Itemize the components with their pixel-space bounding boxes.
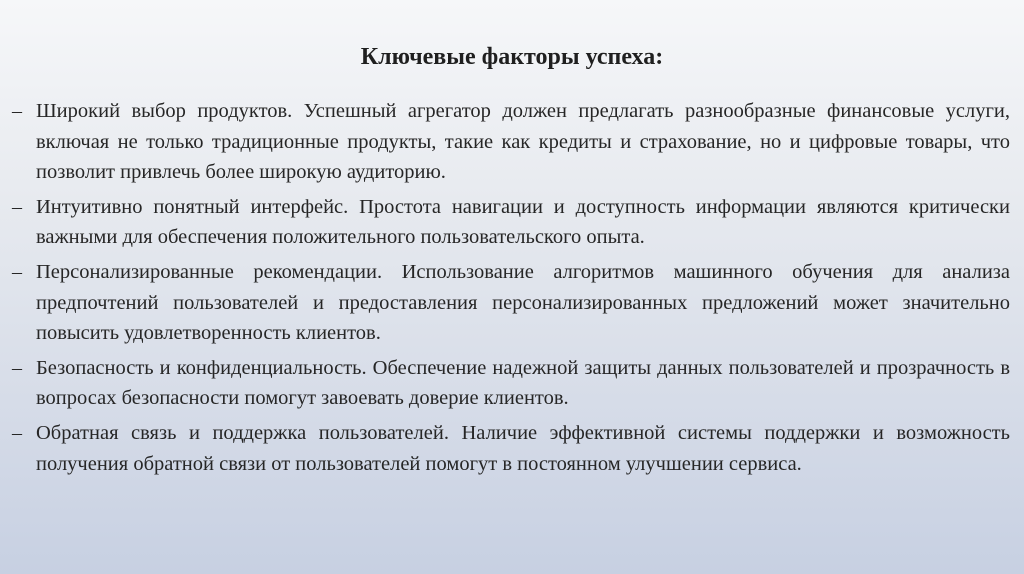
slide-title: Ключевые факторы успеха:: [360, 44, 664, 70]
bullet-dash: –: [12, 356, 22, 379]
list-item: [12, 418, 1010, 479]
bullet-dash: –: [12, 195, 22, 218]
list-item: [12, 96, 1010, 188]
bullet-dash: –: [12, 260, 22, 283]
list-item-text: Персонализированные рекомендации. Использование алгоритмов машинного обучения для анализа предпочтений пользователей и предоставления персонализированных предложений может значительно повысить удовлетворенность клиентов.: [36, 260, 1010, 345]
list-item: [12, 353, 1010, 414]
list-item: [12, 257, 1010, 349]
factors-list: [12, 96, 1010, 483]
list-item: [12, 192, 1010, 253]
bullet-dash: –: [12, 421, 22, 444]
bullet-dash: –: [12, 100, 22, 122]
list-item-text: Обратная связь и поддержка пользователей. Наличие эффективной системы поддержки и возможность получения обратной связи от пользователей помогут в постоянном улучшении сервиса.: [36, 421, 1010, 475]
list-item-text: Безопасность и конфиденциальность. Обеспечение надежной защиты данных пользователей и прозрачность в вопросах безопасности помогут завоевать доверие клиентов.: [36, 356, 1010, 410]
list-item-text: Интуитивно понятный интерфейс. Простота навигации и доступность информации являются критически важными для обеспечения положительного пользовательского опыта.: [36, 195, 1010, 249]
list-item-text: Широкий выбор продуктов. Успешный агрегатор должен предлагать разнообразные финансовые услуги, включая не только традиционные продукты, такие как кредиты и страхование, но и цифровые товары, что позволит привлечь более широкую аудиторию.: [36, 100, 1010, 184]
